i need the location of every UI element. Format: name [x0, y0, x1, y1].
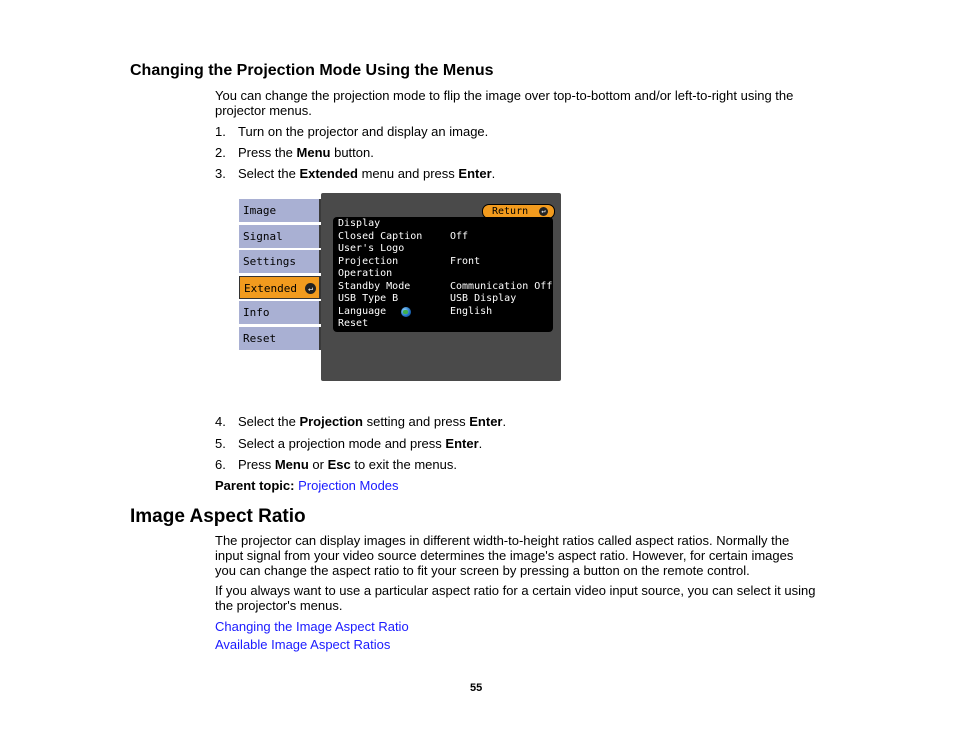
submenu-row-display: Display [338, 218, 381, 229]
link-available-aspect-ratios[interactable]: Available Image Aspect Ratios [215, 637, 391, 652]
menu-item-image: Image [239, 199, 323, 222]
step-4: 4. Select the Projection setting and press Enter. [215, 414, 507, 429]
step-6: 6. Press Menu or Esc to exit the menus. [215, 457, 457, 472]
aspect-ratio-paragraph-2: If you always want to use a particular aspect ratio for a certain video input source, you can select it using the projector's menus. [215, 583, 816, 613]
projector-menu-screenshot [239, 193, 561, 381]
step-5: 5. Select a projection mode and press Enter. [215, 436, 483, 451]
section-title-aspect-ratio: Image Aspect Ratio [130, 506, 306, 527]
step-1: 1. Turn on the projector and display an image. [215, 124, 489, 139]
step-2: 2. Press the Menu button. [215, 145, 374, 160]
intro-text: You can change the projection mode to flip the image over top-to-bottom and/or left-to-right using the projector menus. [215, 88, 794, 118]
menu-item-info: Info [239, 301, 323, 324]
page-number: 55 [470, 682, 483, 694]
globe-icon [401, 307, 411, 317]
menu-item-reset: Reset [239, 327, 323, 350]
submenu-list [333, 217, 553, 332]
parent-topic: Parent topic: Projection Modes [215, 478, 399, 493]
enter-icon: ↵ [305, 283, 316, 294]
menu-item-settings: Settings [239, 250, 323, 273]
submenu-row-standby-mode: Standby Mode Communication Off [338, 280, 553, 292]
menu-item-signal: Signal [239, 225, 323, 248]
submenu-row-usb-type-b: USB Type B USB Display [338, 293, 517, 304]
return-button: Return ↵ [482, 204, 555, 219]
submenu-panel [321, 193, 561, 381]
link-changing-aspect-ratio[interactable]: Changing the Image Aspect Ratio [215, 619, 409, 634]
return-enter-icon: ↵ [539, 207, 548, 216]
menu-item-extended: Extended ↵ [239, 276, 323, 299]
submenu-row-reset: Reset [338, 318, 369, 329]
step-3: 3. Select the Extended menu and press Enter. [215, 166, 496, 181]
submenu-row-projection: Projection Front [338, 255, 481, 267]
submenu-row-language: Language English [338, 305, 493, 317]
submenu-row-operation: Operation [338, 268, 393, 279]
parent-topic-link[interactable]: Projection Modes [298, 478, 399, 493]
aspect-ratio-paragraph-1: The projector can display images in different width-to-height ratios called aspect ratios. Normally the input signal from your video source determines the image's aspect ratio. However, for certain images you can change the aspect ratio to fit your screen by pressing a button on the remote control. [215, 533, 794, 578]
section-title: Changing the Projection Mode Using the Menus [130, 62, 494, 79]
submenu-row-users-logo: User's Logo [338, 243, 405, 254]
submenu-row-closed-caption: Closed Caption Off [338, 230, 469, 242]
